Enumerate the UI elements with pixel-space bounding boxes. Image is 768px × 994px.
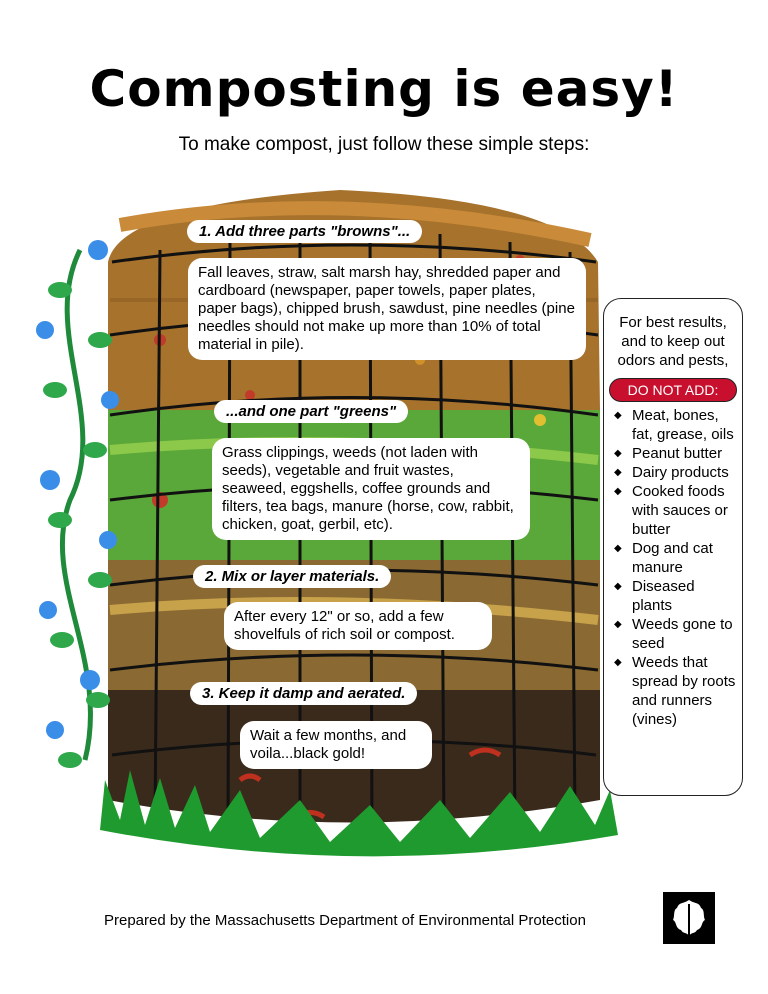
step-greens-text: Grass clippings, weeds (not laden with seeds), vegetable and fruit wastes, seaweed, eggshells, coffee grounds and filters, tea bags, manure (horse, cow, rabbit, chicken, goat, gerbil, etc). [212, 438, 530, 540]
step-1-text: Fall leaves, straw, salt marsh hay, shredded paper and cardboard (newspaper, paper towels, paper plates, paper bags), chipped brush, sawdust, pine needles (pine needles should not make up more than 10% of total material in pile). [188, 258, 586, 360]
list-item: ◆ Weeds gone to seed [614, 616, 733, 652]
list-item: ◆ Diseased plants [614, 578, 695, 614]
do-not-add-list [604, 406, 742, 729]
list-item: ◆ Weeds that spread by roots and runners (vines) [614, 654, 736, 728]
side-panel-intro: For best results, and to keep out odors and pests, [617, 314, 729, 369]
step-3-heading: 3. Keep it damp and aerated. [190, 682, 417, 705]
diamond-bullet-icon: ◆ [614, 657, 622, 668]
diamond-bullet-icon: ◆ [614, 619, 622, 630]
diamond-bullet-icon: ◆ [614, 581, 622, 592]
step-3-text: Wait a few months, and voila...black gold! [240, 721, 432, 769]
step-2-heading: 2. Mix or layer materials. [193, 565, 391, 588]
footer-credit: Prepared by the Massachusetts Department of Environmental Protection [104, 912, 586, 929]
step-greens-heading: ...and one part "greens" [214, 400, 408, 423]
page-subtitle: To make compost, just follow these simple steps: [178, 134, 590, 155]
step-1-heading: 1. Add three parts "browns"... [187, 220, 422, 243]
list-item: ◆ Dairy products [614, 464, 729, 481]
list-item: ◆ Meat, bones, fat, grease, oils [614, 407, 734, 443]
step-2-text: After every 12" or so, add a few shovelfuls of rich soil or compost. [224, 602, 492, 650]
list-item: ◆ Peanut butter [614, 445, 723, 462]
list-item: ◆ Dog and cat manure [614, 540, 713, 576]
do-not-add-panel [603, 298, 743, 796]
diamond-bullet-icon: ◆ [614, 486, 622, 497]
diamond-bullet-icon: ◆ [614, 543, 622, 554]
page-title: Composting is easy! [89, 60, 679, 118]
morning-glory-flowers [36, 240, 119, 739]
diamond-bullet-icon: ◆ [614, 467, 622, 478]
diamond-bullet-icon: ◆ [614, 410, 622, 421]
diamond-bullet-icon: ◆ [614, 448, 622, 459]
list-item: ◆ Cooked foods with sauces or butter [614, 483, 728, 538]
oak-leaf-logo-icon [663, 892, 715, 944]
do-not-add-label: DO NOT ADD: [609, 378, 737, 402]
